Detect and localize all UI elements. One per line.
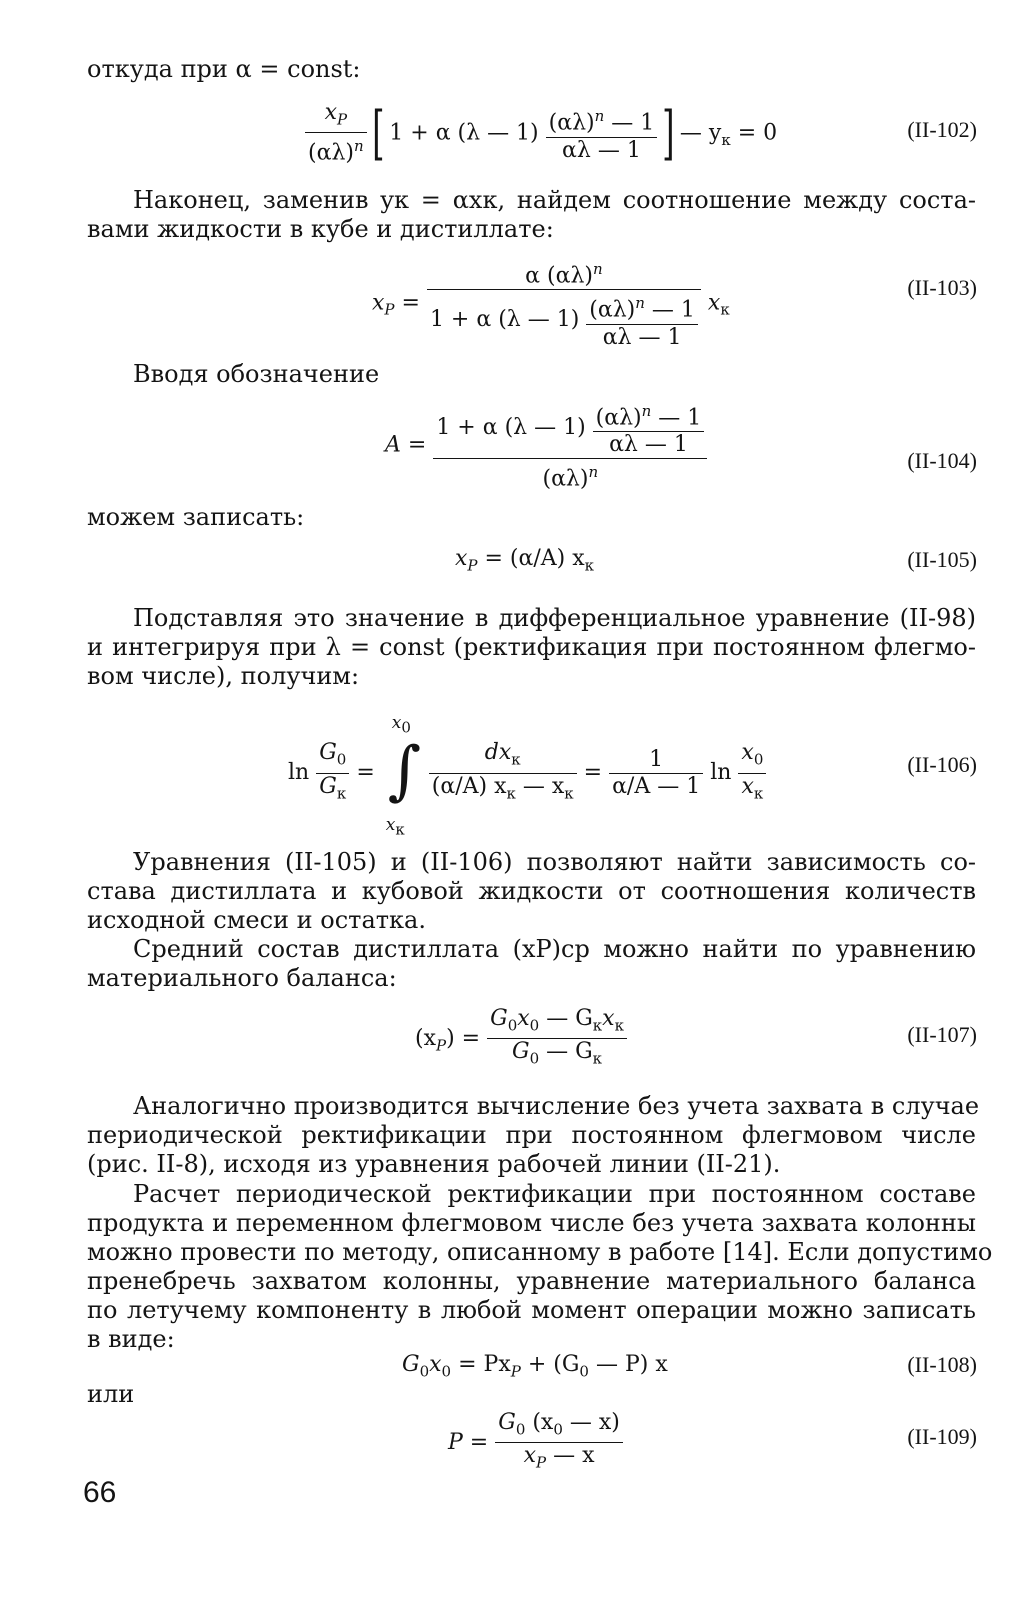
equation-107: $(x_P)$ = $\frac{G_0x_0 — G_кx_к}{G_0 — G_к}$ [415,1006,627,1072]
fraction-xp-over-al: $\frac{x_P}{(\alpha\lambda)^n}$ [305,100,367,167]
paragraph-5: Уравнения (II-105) и (II-106) позволяют найти зависимость со- става дистиллата и кубовой жидкости от соотношения количеств исходной смеси и остатка. [87,848,976,934]
equation-106: ln $\frac{G_0}{G_к}$ = $x_0$ ∫ $x_к$ $\frac{dx_к}{(\alpha/A) x_к — x_к}$ = $\frac{1}{\alpha/A — 1}$ ln $\frac{x_0}{x_к}$ [288,728,766,818]
equation-number-109: (II-109) [907,1424,977,1449]
paragraph-1: Наконец, заменив yк = αxк, найдем соотношение между соста- вами жидкости в кубе и дистиллате: [87,186,976,243]
equation-number-108: (II-108) [907,1352,977,1377]
intro-line: откуда при α = const: [87,55,361,83]
equation-103: $x_P$ = α $(\alpha\lambda)^n$ 1 + α (λ — 1) $\frac{(\alpha\lambda)^n — 1}{\alpha\lambda — 1}$ $x_к$ [372,256,730,351]
paragraph-9: или [87,1380,135,1408]
fraction-104: 1 + α (λ — 1) $\frac{(\alpha\lambda)^n — 1}{\alpha\lambda — 1}$ $(\alpha\lambda)^n$ [433,398,707,493]
fraction-103: α $(\alpha\lambda)^n$ 1 + α (λ — 1) $\frac{(\alpha\lambda)^n — 1}{\alpha\lambda — 1}$ [427,256,701,351]
integral-sign: $x_0$ ∫ $x_к$ [385,713,422,839]
paragraph-2: Вводя обозначение [133,360,380,388]
equation-number-107: (II-107) [907,1022,977,1047]
equation-105: $x_P = (\alpha/A)$ $x_к$ [455,546,595,575]
equation-104: A = 1 + α (λ — 1) $\frac{(\alpha\lambda)^n — 1}{\alpha\lambda — 1}$ $(\alpha\lambda)^n$ [385,398,707,493]
paragraph-7: Аналогично производится вычисление без учета захвата в случае периодической ректификации при постоянном флегмовом числе (рис. II-8), исходя из уравнения рабочей линии (II-21). [87,1092,980,1178]
paragraph-6: Средний состав дистиллата (xP)ср можно найти по уравнению материального баланса: [87,935,976,992]
paragraph-8: Расчет периодической ректификации при постоянном составе продукта и переменном флегмовом числе без учета захвата колонны можно провести по методу, описанному в работе [14]. Если допустимо пренебречь захватом колонны, уравнение материального баланса по летучему компоненту в любой момент операции можно записать в виде: [87,1180,993,1353]
equation-number-102: (II-102) [907,117,977,142]
equation-102: $\frac{x_P}{(\alpha\lambda)^n}$ [ 1 + α (λ — 1) $\frac{(\alpha\lambda)^n — 1}{\alpha\lambda — 1}$ ] — $y_к = 0$ [305,100,777,167]
equation-number-103: (II-103) [907,275,977,300]
equation-number-104: (II-104) [907,448,977,473]
equation-number-106: (II-106) [907,752,977,777]
equation-number-105: (II-105) [907,547,977,572]
paragraph-3: можем записать: [87,503,305,531]
equation-108: $G_0x_0 = Px_P + (G_0$ — P) x [402,1352,668,1381]
equation-109: P = $\frac{G_0 (x_0 — x)}{x_P — x}$ [448,1410,623,1476]
paragraph-4: Подставляя это значение в дифференциальное уравнение (II-98) и интегрируя при λ = const (ректификация при постоянном флегмо- вом числе), получим: [87,604,976,690]
page-number: 66 [83,1476,117,1509]
fraction-inner: $\frac{(\alpha\lambda)^n — 1}{\alpha\lambda — 1}$ [546,103,658,163]
